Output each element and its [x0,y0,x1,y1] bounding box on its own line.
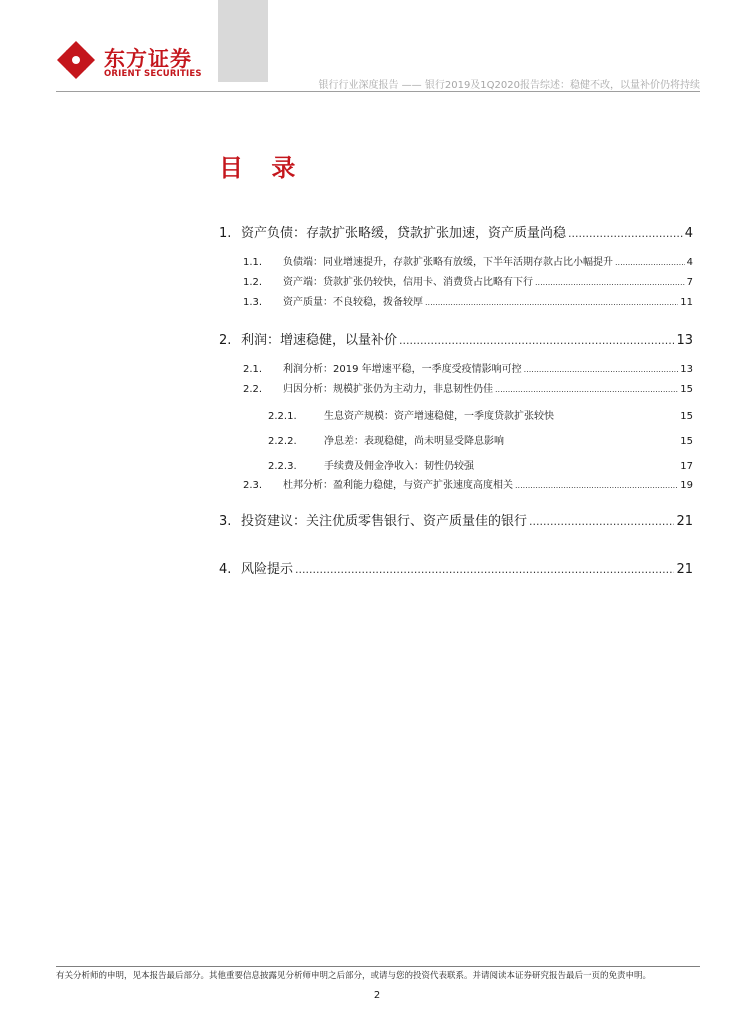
toc-entry[interactable] [243,360,693,375]
toc-entry[interactable] [219,329,693,348]
page-number: 2 [373,990,381,1001]
toc-entry[interactable] [219,510,693,529]
toc-dot-leader [535,278,685,287]
header-divider [56,91,700,92]
report-header-line: 银行行业深度报告 —— 银行2019及1Q2020报告综述：稳健不改，以量补价仍将持续 [318,80,700,91]
brand-name-cn: 东方证券 [104,47,192,71]
toc-entry-title: 投资建议：关注优质零售银行、资产质量佳的银行 [241,514,528,529]
toc-entry-title: 手续费及佣金净收入：韧性仍较强 [324,461,474,472]
toc-entry[interactable] [268,457,693,472]
toc-dot-leader [524,365,679,374]
toc-entry-number: 1. [219,226,232,241]
toc-entry-number: 1.1. [243,257,263,268]
company-logo [56,40,216,82]
toc-entry-title: 资产质量：不良较稳，拨备较厚 [283,297,423,308]
toc-entry[interactable] [243,253,693,268]
toc-dot-leader [399,334,674,347]
toc-entry-title: 资产负债：存款扩张略缓，贷款扩张加速，资产质量尚稳 [241,226,567,241]
header-grey-block [218,0,268,82]
toc-entry-title: 利润：增速稳健，以量补价 [241,333,398,348]
toc-entry[interactable] [243,476,693,491]
toc-entry-title: 负债端：同业增速提升，存款扩张略有放缓，下半年活期存款占比小幅提升 [283,257,613,268]
toc-entry-title: 生息资产规模：资产增速稳健，一季度贷款扩张较快 [324,411,554,422]
toc-entry[interactable] [268,407,693,422]
toc-entry-page: 7 [686,277,693,288]
toc-entry-number: 2.2.1. [268,411,297,422]
toc-entry-number: 1.3. [243,297,263,308]
toc-entry-title: 利润分析：2019 年增速平稳，一季度受疫情影响可控 [283,364,522,375]
toc-entry-title: 杜邦分析：盈利能力稳健，与资产扩张速度高度相关 [283,480,513,491]
toc-entry-title: 风险提示 [241,562,294,577]
toc-dot-leader [529,515,674,528]
footer-divider [56,966,700,967]
orient-logo-icon [56,40,96,80]
toc-entry-number: 4. [219,562,232,577]
toc-entry-page: 17 [680,461,693,472]
toc-entry-page: 13 [680,364,693,375]
toc-entry[interactable] [219,558,693,577]
brand-name-en: ORIENT SECURITIES [104,69,202,79]
toc-dot-leader [568,227,683,240]
toc-entry-page: 11 [680,297,693,308]
toc-entry[interactable] [243,273,693,288]
toc-dot-leader [425,298,678,307]
toc-entry-page: 13 [676,333,693,348]
toc-entry-page: 4 [686,257,693,268]
toc-entry[interactable] [243,380,693,395]
toc-entry-page: 15 [680,436,693,447]
toc-entry-number: 2. [219,333,232,348]
toc-entry-title: 资产端：贷款扩张仍较快，信用卡、消费贷占比略有下行 [283,277,533,288]
toc-entry[interactable] [243,293,693,308]
toc-entry-number: 2.2.2. [268,436,297,447]
toc-entry-page: 19 [680,480,693,491]
toc-entry-number: 2.3. [243,480,263,491]
toc-entry[interactable] [219,222,693,241]
toc-entry-page: 21 [676,562,693,577]
toc-entry-page: 4 [684,226,693,241]
toc-entry-number: 2.2. [243,384,263,395]
toc-entry-page: 15 [680,384,693,395]
toc-entry-number: 2.2.3. [268,461,297,472]
toc-entry-page: 21 [676,514,693,529]
toc-entry-number: 3. [219,514,232,529]
toc-entry-page: 15 [680,411,693,422]
toc-entry-number: 1.2. [243,277,263,288]
toc-entry-title: 归因分析：规模扩张仍为主动力，非息韧性仍佳 [283,384,493,395]
toc-dot-leader [615,258,685,267]
toc-dot-leader [515,481,678,490]
toc-entry[interactable] [268,432,693,447]
toc-entry-number: 2.1. [243,364,263,375]
toc-entry-title: 净息差：表现稳健，尚未明显受降息影响 [324,436,504,447]
footer-disclaimer: 有关分析师的申明，见本报告最后部分。其他重要信息披露见分析师申明之后部分，或请与您的投资代表联系。并请阅读本证券研究报告最后一页的免责申明。 [56,971,652,981]
toc-dot-leader [295,563,674,576]
toc-dot-leader [495,385,678,394]
toc-title: 目 录 [219,154,306,182]
